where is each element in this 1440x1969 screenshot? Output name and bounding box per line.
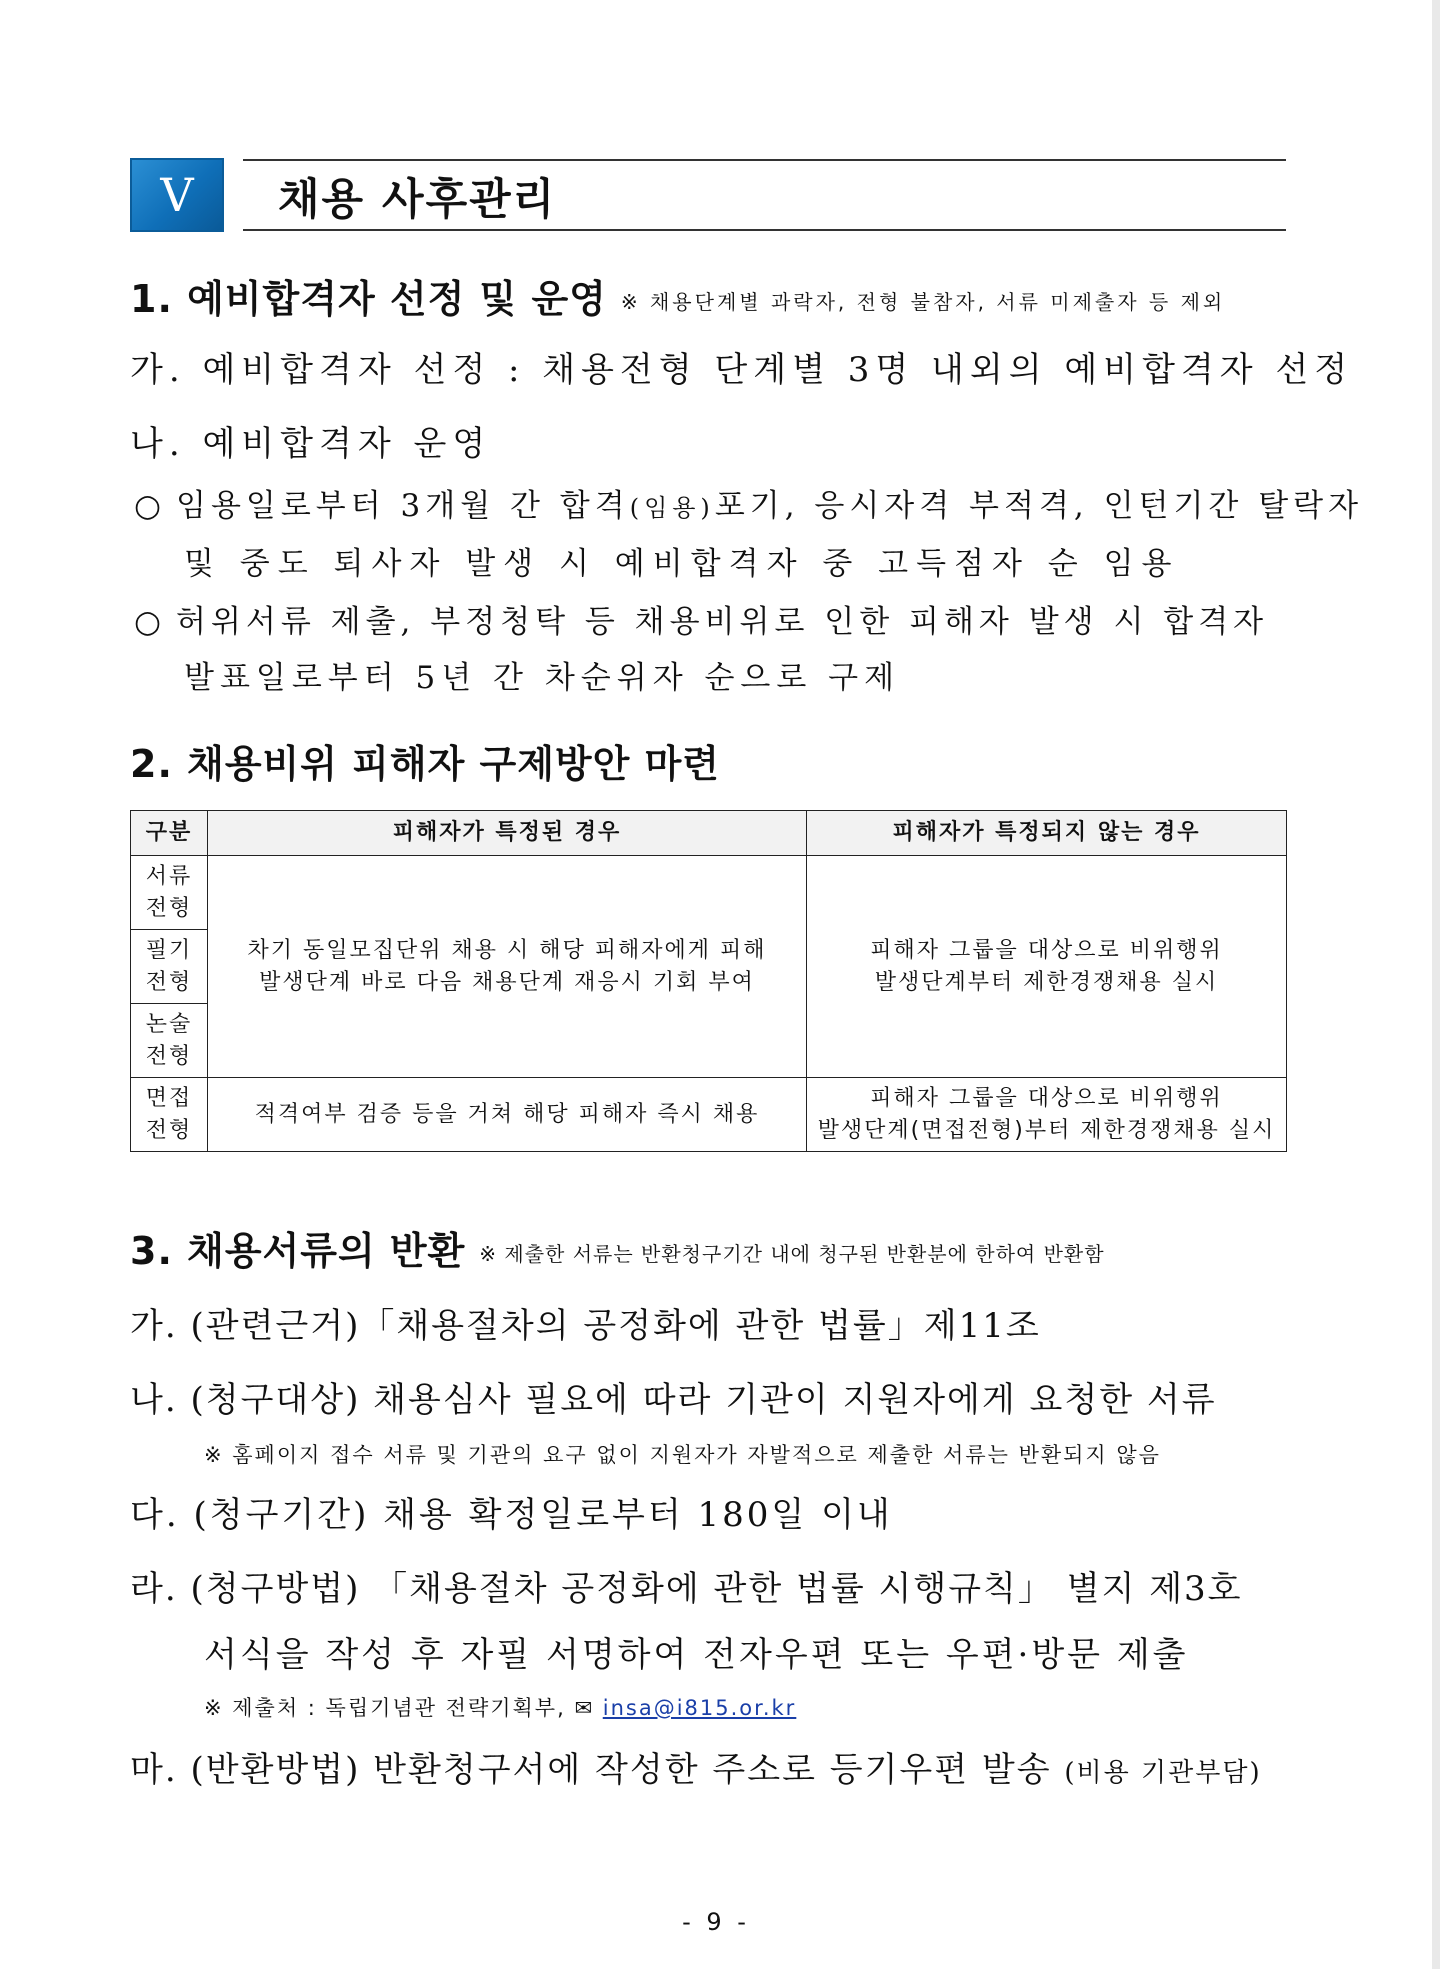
- s3-ra-note: [204, 1692, 796, 1722]
- bullet-1-paren: (임용): [629, 494, 715, 522]
- bullet-1-text-b: 포기, 응시자격 부적격, 인턴기간 탈락자: [714, 488, 1364, 524]
- s3-item-ra-line-1: 라. (청구방법) 「채용절차 공정화에 관한 법률 시행규칙」 별지 제3호: [130, 1569, 1243, 1609]
- table-header-category: 구분: [131, 811, 208, 856]
- heading-3: [130, 1220, 1105, 1275]
- s3-item-ra-line-2: 서식을 작성 후 자필 서명하여 전자우편 또는 우편·방문 제출: [204, 1635, 1189, 1675]
- table-cell-written-unspecified: 피해자 그룹을 대상으로 비위행위 발생단계부터 제한경쟁채용 실시: [807, 856, 1287, 1078]
- bullet-circle-icon: ○: [134, 488, 167, 524]
- s3-item-ga: 가. (관련근거)「채용절차의 공정화에 관한 법률」제11조: [130, 1306, 1041, 1346]
- s1-item-na: 나. 예비합격자 운영: [130, 424, 492, 464]
- heading-3-text: 3. 채용서류의 반환: [130, 1229, 466, 1273]
- scrollbar-track[interactable]: [1432, 0, 1440, 1969]
- table-header-specified: 피해자가 특정된 경우: [208, 811, 807, 856]
- heading-3-note: ※ 제출한 서류는 반환청구기간 내에 청구된 반환분에 한하여 반환함: [479, 1242, 1105, 1266]
- table-cell-interview-specified: 적격여부 검증 등을 거쳐 해당 피해자 즉시 채용: [208, 1078, 807, 1152]
- s3-ra-note-text: ※ 제출처 : 독립기념관 전략기획부, ✉: [204, 1696, 595, 1720]
- bullet-circle-icon: ○: [134, 604, 167, 640]
- s1-bullet-1-line-1: [134, 480, 1363, 525]
- bullet-1-text-a: 임용일로부터 3개월 간 합격: [176, 488, 630, 524]
- table-header-unspecified: 피해자가 특정되지 않는 경우: [807, 811, 1287, 856]
- page-number: - 9 -: [682, 1908, 750, 1936]
- s3-item-ma-text: 마. (반환방법) 반환청구서에 작성한 주소로 등기우편 발송: [130, 1750, 1052, 1790]
- contact-email-link[interactable]: insa@i815.or.kr: [602, 1696, 797, 1720]
- heading-1-note: ※ 채용단계별 과락자, 전형 불참자, 서류 미제출자 등 제외: [620, 290, 1226, 314]
- s3-item-na: 나. (청구대상) 채용심사 필요에 따라 기관이 지원자에게 요청한 서류: [130, 1380, 1217, 1420]
- table-cell-interview-unspecified: 피해자 그룹을 대상으로 비위행위 발생단계(면접전형)부터 제한경쟁채용 실시: [807, 1078, 1287, 1152]
- s3-item-da: 다. (청구기간) 채용 확정일로부터 180일 이내: [130, 1495, 893, 1535]
- s1-bullet-2-line-1: [134, 596, 1268, 641]
- s1-item-ga: 가. 예비합격자 선정 : 채용전형 단계별 3명 내외의 예비합격자 선정: [130, 350, 1354, 390]
- s3-item-ma: [130, 1742, 1262, 1791]
- table-row-label: 서류 전형: [131, 856, 208, 930]
- heading-2: 2. 채용비위 피해자 구제방안 마련: [130, 742, 720, 786]
- table-row-label: 면접 전형: [131, 1078, 208, 1152]
- bullet-2-text: 허위서류 제출, 부정청탁 등 채용비위로 인한 피해자 발생 시 합격자: [176, 604, 1269, 640]
- section-title: 채용 사후관리: [278, 175, 557, 225]
- s1-bullet-1-line-2: 및 중도 퇴사자 발생 시 예비합격자 중 고득점자 순 임용: [184, 546, 1180, 582]
- s1-bullet-2-line-2: 발표일로부터 5년 간 차순위자 순으로 구제: [184, 660, 901, 696]
- table-row-label: 논술 전형: [131, 1004, 208, 1078]
- s3-item-ma-paren: (비용 기관부담): [1064, 1758, 1262, 1788]
- heading-1: [130, 268, 1225, 323]
- section-numeral: V: [160, 168, 194, 222]
- s3-na-note: ※ 홈페이지 접수 서류 및 기관의 요구 없이 지원자가 자발적으로 제출한 서류는 반환되지 않음: [204, 1443, 1161, 1467]
- header-rule-bottom: [243, 229, 1286, 231]
- header-rule-top: [243, 159, 1286, 161]
- table-row-label: 필기 전형: [131, 930, 208, 1004]
- table-cell-written-specified: 차기 동일모집단위 채용 시 해당 피해자에게 피해 발생단계 바로 다음 채용단계 재응시 기회 부여: [208, 856, 807, 1078]
- heading-1-text: 1. 예비합격자 선정 및 운영: [130, 277, 607, 321]
- section-numeral-box: [130, 158, 224, 232]
- remedy-table: [130, 810, 1287, 1152]
